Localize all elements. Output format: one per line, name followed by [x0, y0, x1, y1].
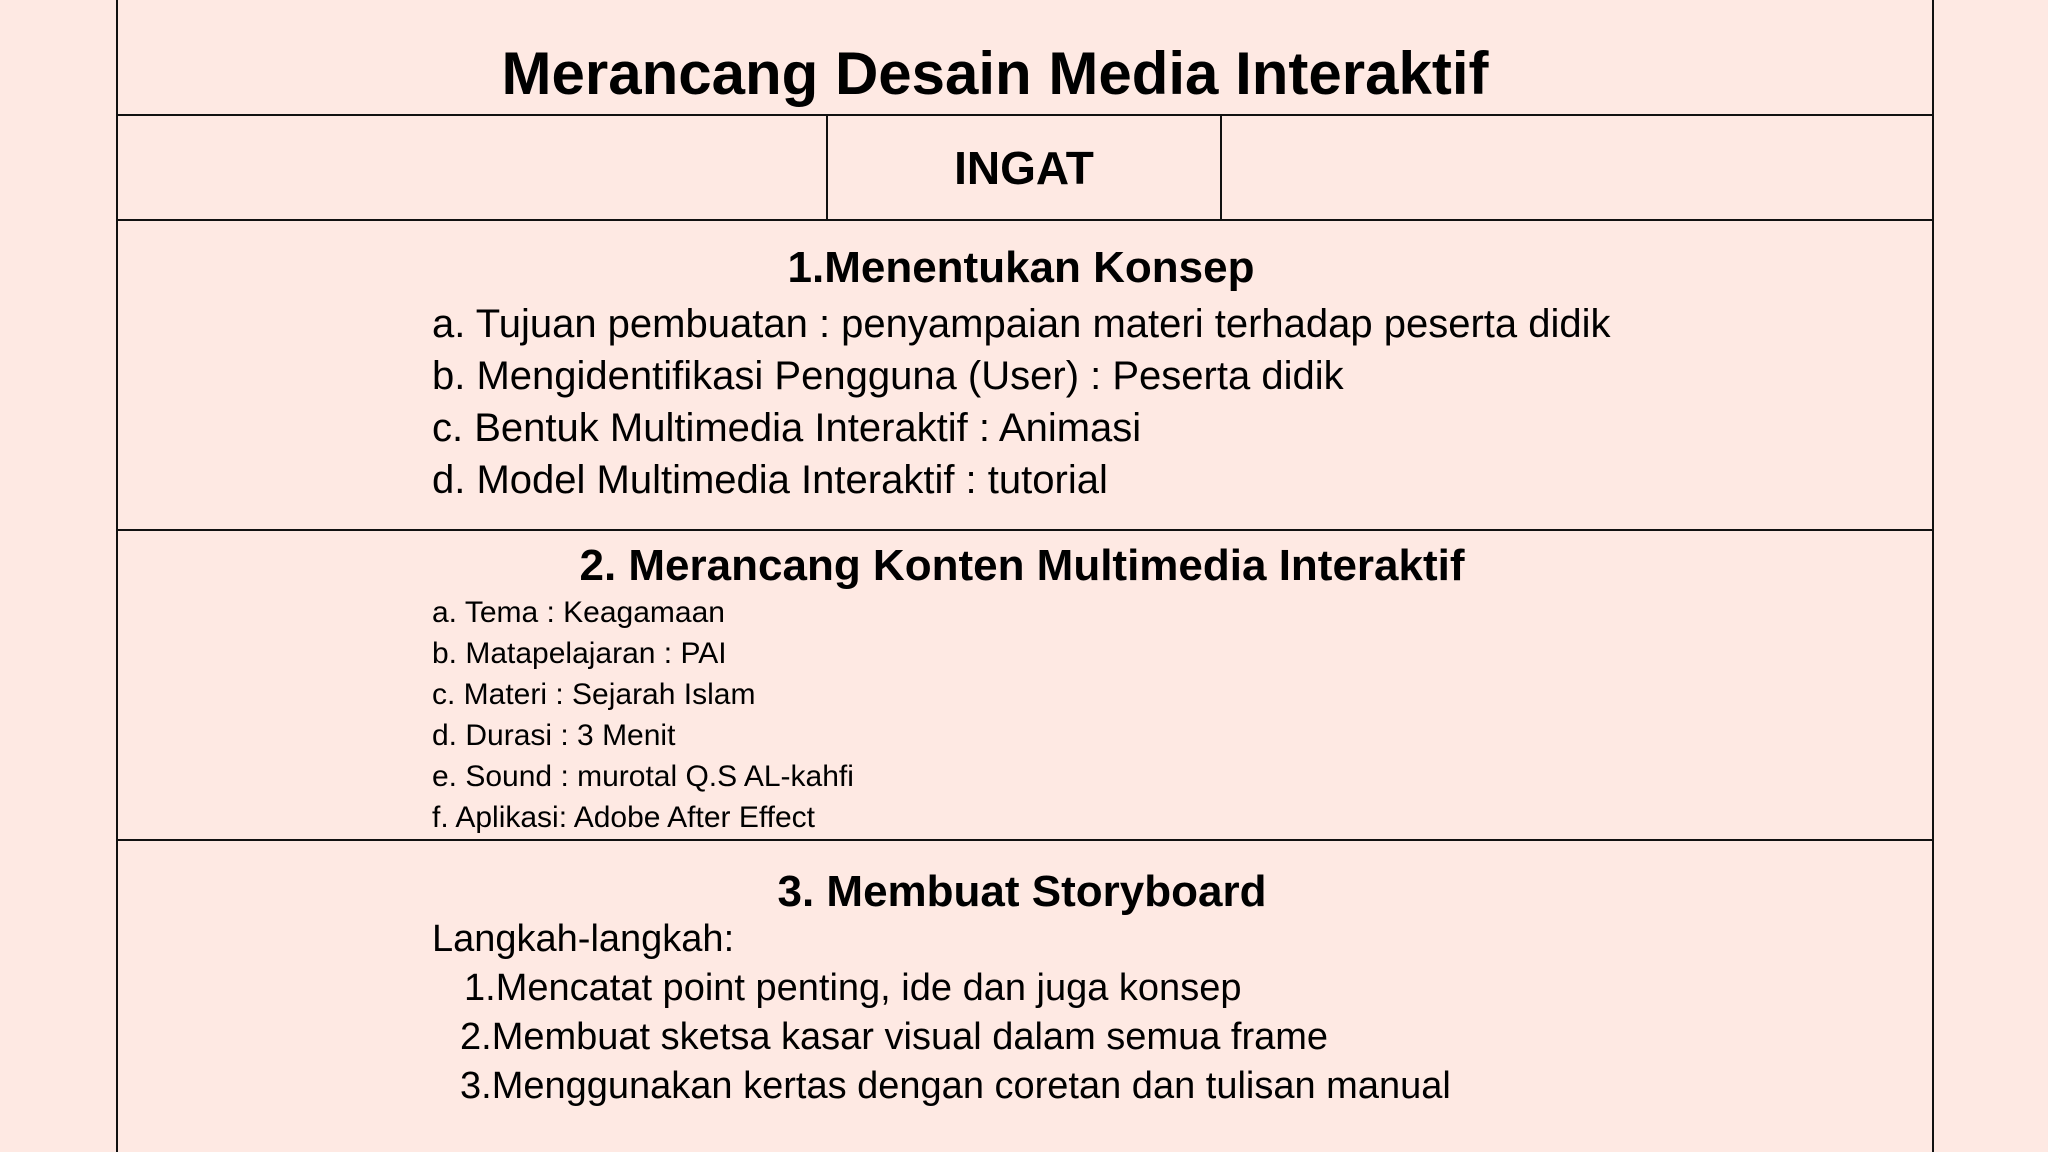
ingat-cell-right-border — [1220, 114, 1222, 221]
section2-heading: 2. Merancang Konten Multimedia Interaktif — [579, 541, 1465, 590]
ingat-label: INGAT — [954, 142, 1094, 194]
section2-item: d. Durasi : 3 Menit — [432, 719, 676, 752]
section2-item: a. Tema : Keagamaan — [432, 596, 725, 629]
section1-heading: 1.Menentukan Konsep — [787, 243, 1255, 292]
section2-item: c. Materi : Sejarah Islam — [432, 678, 756, 711]
section1-item: a. Tujuan pembuatan : penyampaian materi terhadap peserta didik — [432, 302, 1611, 346]
divider-title — [116, 114, 1934, 116]
section2-item: b. Matapelajaran : PAI — [432, 637, 727, 670]
page-title: Merancang Desain Media Interaktif — [501, 40, 1489, 107]
divider-section2 — [116, 839, 1934, 841]
divider-section1 — [116, 529, 1934, 531]
section1-item: b. Mengidentifikasi Pengguna (User) : Peserta didik — [432, 354, 1344, 398]
section1-item: c. Bentuk Multimedia Interaktif : Animasi — [432, 406, 1142, 450]
section3-heading: 3. Membuat Storyboard — [777, 867, 1267, 916]
section3-intro: Langkah-langkah: — [432, 918, 735, 960]
section1-item: d. Model Multimedia Interaktif : tutorial — [432, 458, 1108, 502]
section2-item: f. Aplikasi: Adobe After Effect — [432, 801, 816, 834]
section3-step: 3.Menggunakan kertas dengan coretan dan tulisan manual — [460, 1065, 1451, 1107]
section3-step: 1.Mencatat point penting, ide dan juga konsep — [464, 967, 1242, 1009]
section3-step: 2.Membuat sketsa kasar visual dalam semua frame — [460, 1016, 1329, 1058]
section2-item: e. Sound : murotal Q.S AL-kahfi — [432, 760, 854, 793]
divider-ingat — [116, 219, 1934, 221]
